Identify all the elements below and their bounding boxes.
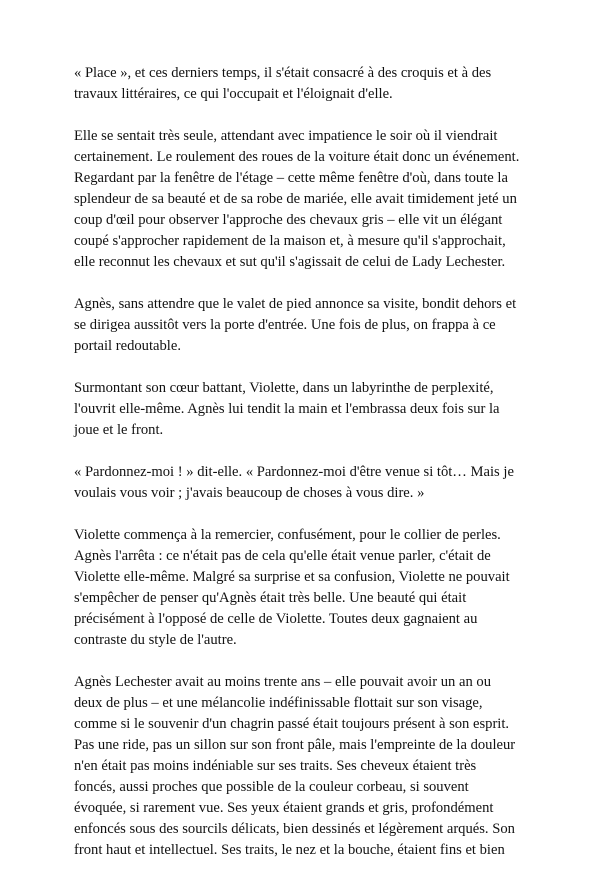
text-line: coup d'œil pour observer l'approche des chevaux gris – elle vit un élégant	[74, 212, 503, 228]
text-line: l'ouvrit elle-même. Agnès lui tendit la main et l'embrassa deux fois sur la	[74, 401, 500, 417]
paragraph-1	[74, 63, 534, 105]
text-line: Surmontant son cœur battant, Violette, dans un labyrinthe de perplexité,	[74, 380, 494, 396]
text-line: Elle se sentait très seule, attendant avec impatience le soir où il viendrait	[74, 128, 498, 144]
text-line: « Pardonnez-moi ! » dit-elle. « Pardonnez-moi d'être venue si tôt… Mais je	[74, 464, 514, 480]
text-line: elle reconnut les chevaux et sut qu'il s'agissait de celui de Lady Lechester.	[74, 254, 506, 270]
text-line: se dirigea aussitôt vers la porte d'entrée. Une fois de plus, on frappa à ce	[74, 317, 496, 333]
text-line: précisément à l'opposé de celle de Violette. Toutes deux gagnaient au	[74, 611, 478, 627]
paragraph-5	[74, 462, 534, 504]
text-line: Agnès Lechester avait au moins trente ans – elle pouvait avoir un an ou	[74, 674, 492, 690]
paragraph-6	[74, 525, 534, 651]
text-line: n'en était pas moins indéniable sur ses traits. Ses cheveux étaient très	[74, 758, 477, 774]
paragraph-3	[74, 294, 534, 357]
text-line: Agnès l'arrêta : ce n'était pas de cela qu'elle était venue parler, c'était de	[74, 548, 491, 564]
text-line: certainement. Le roulement des roues de la voiture était donc un événement.	[74, 149, 520, 165]
text-line: splendeur de sa beauté et de sa robe de mariée, elle avait timidement jeté un	[74, 191, 517, 207]
text-line: foncés, aussi proches que possible de la couleur corbeau, si souvent	[74, 779, 469, 795]
text-line: Agnès, sans attendre que le valet de pied annonce sa visite, bondit dehors et	[74, 296, 517, 312]
text-line: Violette elle-même. Malgré sa surprise et sa confusion, Violette ne pouvait	[74, 569, 510, 585]
document-page	[74, 63, 534, 882]
text-line: joue et le front.	[74, 422, 164, 438]
text-line: portail redoutable.	[74, 338, 181, 354]
paragraph-7	[74, 672, 534, 861]
text-line: coupé s'approcher rapidement de la maison et, à mesure qu'il s'approchait,	[74, 233, 506, 249]
paragraph-4	[74, 378, 534, 441]
text-line: deux de plus – et une mélancolie indéfinissable flottait sur son visage,	[74, 695, 483, 711]
text-line: front haut et intellectuel. Ses traits, le nez et la bouche, étaient fins et bien	[74, 842, 505, 858]
text-line: enfoncés sous des sourcils délicats, bien dessinés et légèrement arqués. Son	[74, 821, 515, 837]
text-line: comme si le souvenir d'un chagrin passé était toujours présent à son esprit.	[74, 716, 510, 732]
text-line: évoquée, si rarement vue. Ses yeux étaient grands et gris, profondément	[74, 800, 494, 816]
text-line: Violette commença à la remercier, confusément, pour le collier de perles.	[74, 527, 501, 543]
text-line: Pas une ride, pas un sillon sur son front pâle, mais l'empreinte de la douleur	[74, 737, 516, 753]
text-line: s'empêcher de penser qu'Agnès était très belle. Une beauté qui était	[74, 590, 467, 606]
text-line: « Place », et ces derniers temps, il s'était consacré à des croquis et à des	[74, 65, 492, 81]
paragraph-2	[74, 126, 534, 273]
text-line: voulais vous voir ; j'avais beaucoup de choses à vous dire. »	[74, 485, 425, 501]
text-line: travaux littéraires, ce qui l'occupait et l'éloignait d'elle.	[74, 86, 393, 102]
text-line: Regardant par la fenêtre de l'étage – cette même fenêtre d'où, dans toute la	[74, 170, 508, 186]
text-line: contraste du style de l'autre.	[74, 632, 237, 648]
